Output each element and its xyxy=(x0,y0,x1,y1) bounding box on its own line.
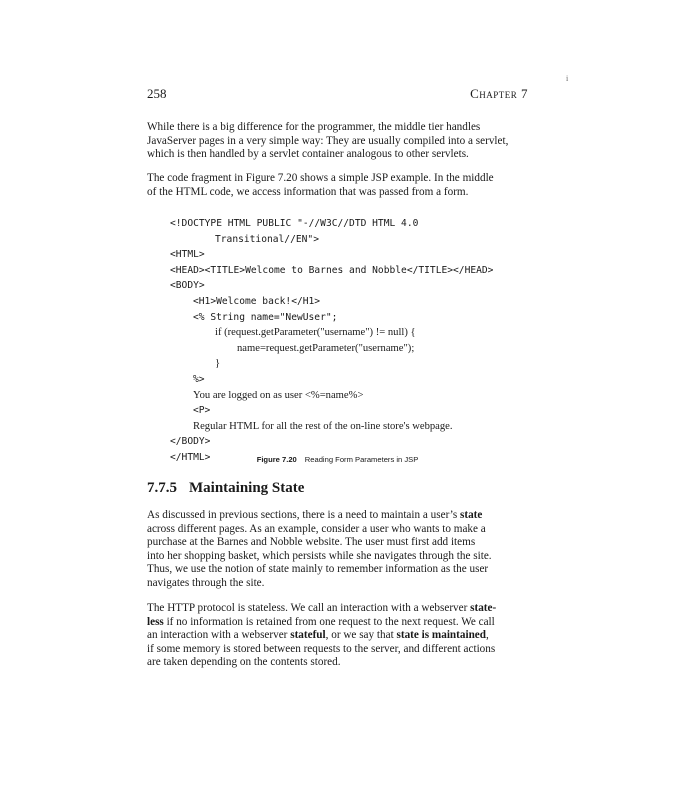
figure-caption-text: Reading Form Parameters in JSP xyxy=(304,455,419,464)
text-line: navigates through the site. xyxy=(147,576,265,589)
text-line: an interaction with a webserver stateful, or we say that state is maintained, xyxy=(147,629,489,642)
code-line: </BODY> xyxy=(170,436,211,448)
text-line: of the HTML code, we access information that was passed from a form. xyxy=(147,185,469,198)
code-line: %> xyxy=(193,373,205,385)
code-line: <H1>Welcome back!</H1> xyxy=(193,295,321,307)
term-stateful: stateful xyxy=(290,629,326,642)
text-line: into her shopping basket, which persists while she navigates through the site. xyxy=(147,549,492,562)
section-heading xyxy=(147,480,304,497)
text-line: As discussed in previous sections, there is a need to maintain a user’s state xyxy=(147,509,483,521)
code-line: <HEAD><TITLE>Welcome to Barnes and Nobble</TITLE></HEAD> xyxy=(170,264,494,276)
text-line: While there is a big difference for the programmer, the middle tier handles xyxy=(147,121,481,133)
chapter-title: Chapter 7 xyxy=(470,86,528,101)
text-line: which is then handled by a servlet container analogous to other servlets. xyxy=(147,148,469,161)
figure-label: Figure 7.20 xyxy=(256,455,297,464)
code-line: if (request.getParameter("username") != null) { xyxy=(215,327,416,339)
term-state-is-maintained: state is maintained xyxy=(396,629,486,642)
term-state: state xyxy=(459,509,483,521)
text-line: The HTTP protocol is stateless. We call an interaction with a webserver state- xyxy=(147,602,497,614)
paragraph-intro xyxy=(147,121,528,162)
text-line: if some memory is stored between requests to the server, and different actions xyxy=(147,642,496,655)
code-line: <HTML> xyxy=(170,249,205,261)
code-line: <!DOCTYPE HTML PUBLIC "-//W3C//DTD HTML 4.0 xyxy=(170,218,419,229)
section-number: 7.7.5 xyxy=(147,480,177,496)
code-line: You are logged on as user <%=name%> xyxy=(193,389,364,401)
text-line: across different pages. As an example, consider a user who wants to make a xyxy=(147,522,486,535)
code-line: <% String name="NewUser"; xyxy=(193,311,338,323)
jsp-code-listing xyxy=(170,216,493,466)
text-line: Thus, we use the notion of state mainly to remember information as the user xyxy=(147,563,489,576)
paragraph-http-stateless xyxy=(147,602,528,670)
paragraph-figure-ref xyxy=(147,172,528,199)
text-line: less if no information is retained from one request to the next request. We call xyxy=(147,615,495,628)
code-line: } xyxy=(215,358,221,370)
corner-mark: i xyxy=(566,74,569,83)
section-title: Maintaining State xyxy=(189,480,305,496)
paragraph-maintaining-state xyxy=(147,509,528,591)
text-line: JavaServer pages in a very simple way: They are usually compiled into a servlet, xyxy=(147,134,509,147)
code-line: <P> xyxy=(193,405,211,417)
code-line: Transitional//EN"> xyxy=(215,233,319,245)
code-line: name=request.getParameter("username"); xyxy=(237,342,415,354)
code-line: </HTML> xyxy=(170,451,211,463)
page-number: 258 xyxy=(147,86,167,101)
text-line: are taken depending on the contents stored. xyxy=(147,656,341,669)
term-stateless: state- xyxy=(470,602,497,614)
text-line: The code fragment in Figure 7.20 shows a simple JSP example. In the middle xyxy=(147,172,494,184)
figure-caption xyxy=(147,455,528,464)
code-line: Regular HTML for all the rest of the on-line store's webpage. xyxy=(193,420,453,432)
text-line: purchase at the Barnes and Nobble website. The user must first add items xyxy=(147,536,476,549)
term-stateless-cont: less xyxy=(147,615,164,628)
code-line: <BODY> xyxy=(170,280,205,292)
